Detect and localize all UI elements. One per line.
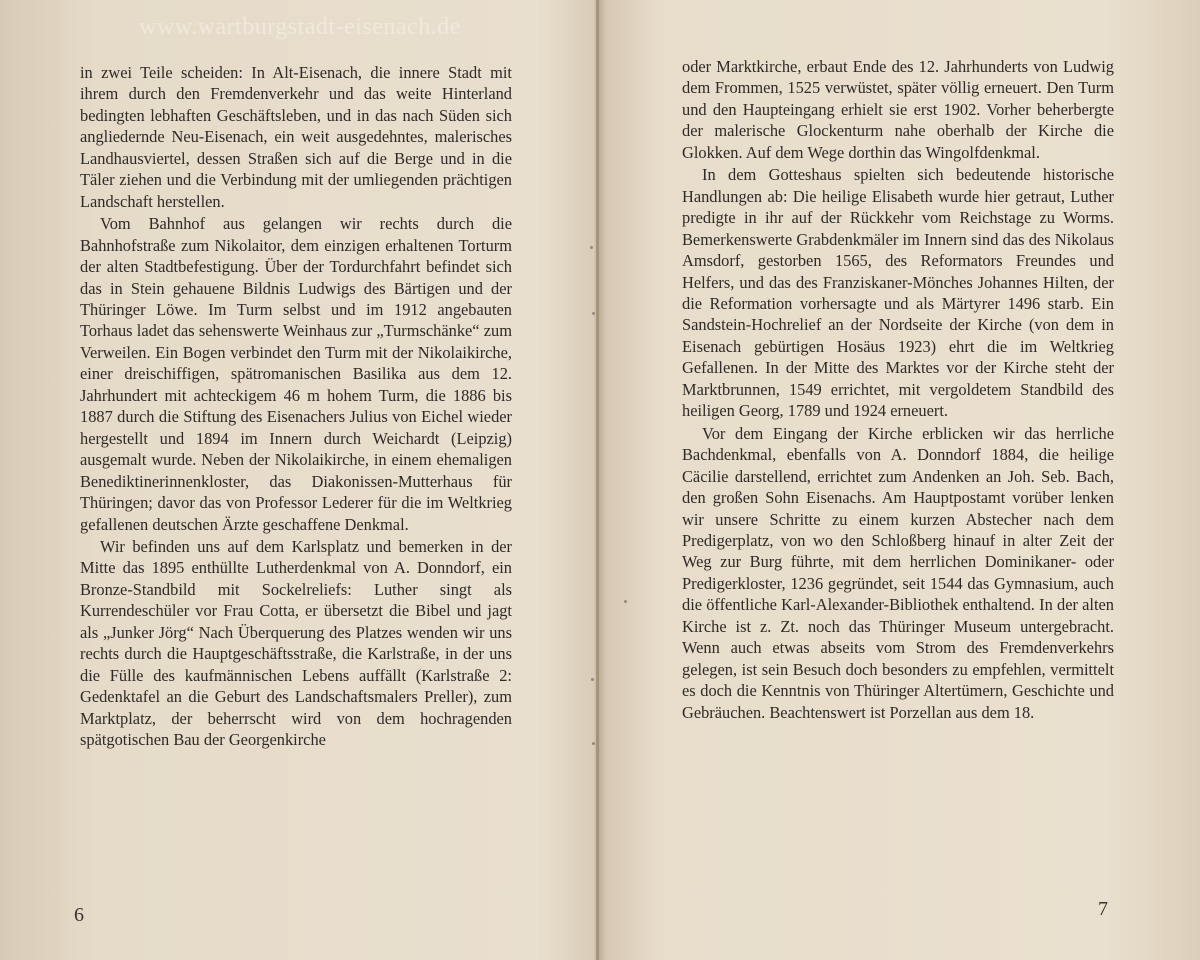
paper-speck (590, 246, 593, 249)
left-paragraph-2: Vom Bahnhof aus gelangen wir rechts durch die Bahnhofstraße zum Nikolaitor, dem einzigen erhaltenen Torturm der alten Stadtbefestigung. Über der Tordurchfahrt befindet sich das in Stein gehauene Bildnis Ludwigs des Bärtigen und der Thüringer Löwe. Im Turm selbst und im 1912 angebauten Torhaus ladet das sehenswerte Weinhaus zur „Turmschänke“ zum Verweilen. Ein Bogen verbindet den Turm mit der Nikolaikirche, einer dreischiffigen, spätromanischen Basilika aus dem 12. Jahrhundert mit achteckigem 46 m hohem Turm, die 1886 bis 1887 durch die Stiftung des Eisenachers Julius von Eichel wieder hergestellt und 1894 im Innern durch Weichardt (Leipzig) ausgemalt wurde. Neben der Nikolaikirche, in einem ehemaligen Benediktinerinnenkloster, das Diakonissen-Mutterhaus für Thüringen; davor das von Professor Lederer für die im Weltkrieg gefallenen deutschen Ärzte geschaffene Denkmal. (80, 214, 512, 534)
left-page-text (80, 62, 512, 752)
left-paragraph-1: in zwei Teile scheiden: In Alt-Eisenach, die innere Stadt mit ihrem durch den Fremdenverkehr und das weite Hinterland bedingten lebhaften Geschäftsleben, und in das nach Süden sich angliedernde Neu-Eisenach, ein weit ausgedehntes, malerisches Landhausviertel, dessen Straßen sich auf die Berge und in die Täler ziehen und die Verbindung mit der umliegenden prächtigen Landschaft herstellen. (80, 63, 512, 211)
right-page-text (682, 56, 1114, 724)
left-page-number: 6 (74, 904, 84, 926)
right-page-number: 7 (1098, 898, 1108, 920)
right-paragraph-2: In dem Gotteshaus spielten sich bedeutende historische Handlungen ab: Die heilige Elisabeth wurde hier getraut, Luther predigte in ihr auf der Rückkehr vom Reichstage zu Worms. Bemerkenswerte Grabdenkmäler im Innern sind das des Nikolaus Amsdorf, gestorben 1565, des Reformators Freundes und Helfers, und das des Franziskaner-Mönches Johannes Hilten, der die Reformation vorhersagte und als Märtyrer 1496 starb. Ein Sandstein-Hochrelief an der Nordseite der Kirche (von dem in Eisenach gebürtigen Hosäus 1923) ehrt die im Weltkrieg Gefallenen. In der Mitte des Marktes vor der Kirche steht der Marktbrunnen, 1549 errichtet, mit vergoldetem Standbild des heiligen Georg, 1789 und 1924 erneuert. (682, 165, 1114, 421)
right-paragraph-1: oder Marktkirche, erbaut Ende des 12. Jahrhunderts von Ludwig dem Frommen, 1525 verwüstet, später völlig erneuert. Den Turm und den Haupteingang erhielt sie erst 1902. Vorher beherbergte der malerische Glockenturm nahe oberhalb der Kirche die Glokken. Auf dem Wege dorthin das Wingolfdenkmal. (682, 57, 1114, 162)
left-page (0, 0, 598, 960)
paper-speck (592, 742, 595, 745)
paper-speck (591, 678, 594, 681)
right-page (600, 0, 1200, 960)
right-paragraph-3: Vor dem Eingang der Kirche erblicken wir das herrliche Bachdenkmal, ebenfalls von A. Donndorf 1884, die heilige Cäcilie darstellend, errichtet zum Andenken an Joh. Seb. Bach, den großen Sohn Eisenachs. Am Hauptpostamt vorüber lenken wir unsere Schritte zu einem kurzen Abstecher nach dem Predigerplatz, von wo den Schloßberg hinauf in alter Zeit der Weg zur Burg führte, mit dem herrlichen Dominikaner- oder Predigerkloster, 1236 gegründet, seit 1544 das Gymnasium, auch die öffentliche Karl-Alexander-Bibliothek enthaltend. In der alten Kirche ist z. Zt. noch das Thüringer Museum untergebracht. Wenn auch etwas abseits vom Strom des Fremdenverkehrs gelegen, ist sein Besuch doch besonders zu empfehlen, vermittelt es doch die Kenntnis von Thüringer Altertümern, Geschichte und Gebräuchen. Beachtenswert ist Porzellan aus dem 18. (682, 423, 1114, 722)
book-gutter (596, 0, 599, 960)
left-paragraph-3: Wir befinden uns auf dem Karlsplatz und bemerken in der Mitte das 1895 enthüllte Lutherdenkmal von A. Donndorf, ein Bronze-Standbild mit Sockelreliefs: Luther singt als Kurrendeschüler vor Frau Cotta, er übersetzt die Bibel und jagt als „Junker Jörg“ Nach Überquerung des Platzes wenden wir uns rechts durch die Hauptgeschäftsstraße, die Karlstraße, in der uns die Fülle des kaufmännischen Lebens auffällt (Karlstraße 2: Gedenktafel an die Geburt des Landschaftsmalers Preller), zum Marktplatz, der beherrscht wird von dem hochragenden spätgotischen Bau der Georgenkirche (80, 536, 512, 750)
paper-speck (592, 312, 595, 315)
watermark-text: www.wartburgstadt-eisenach.de (139, 14, 461, 40)
